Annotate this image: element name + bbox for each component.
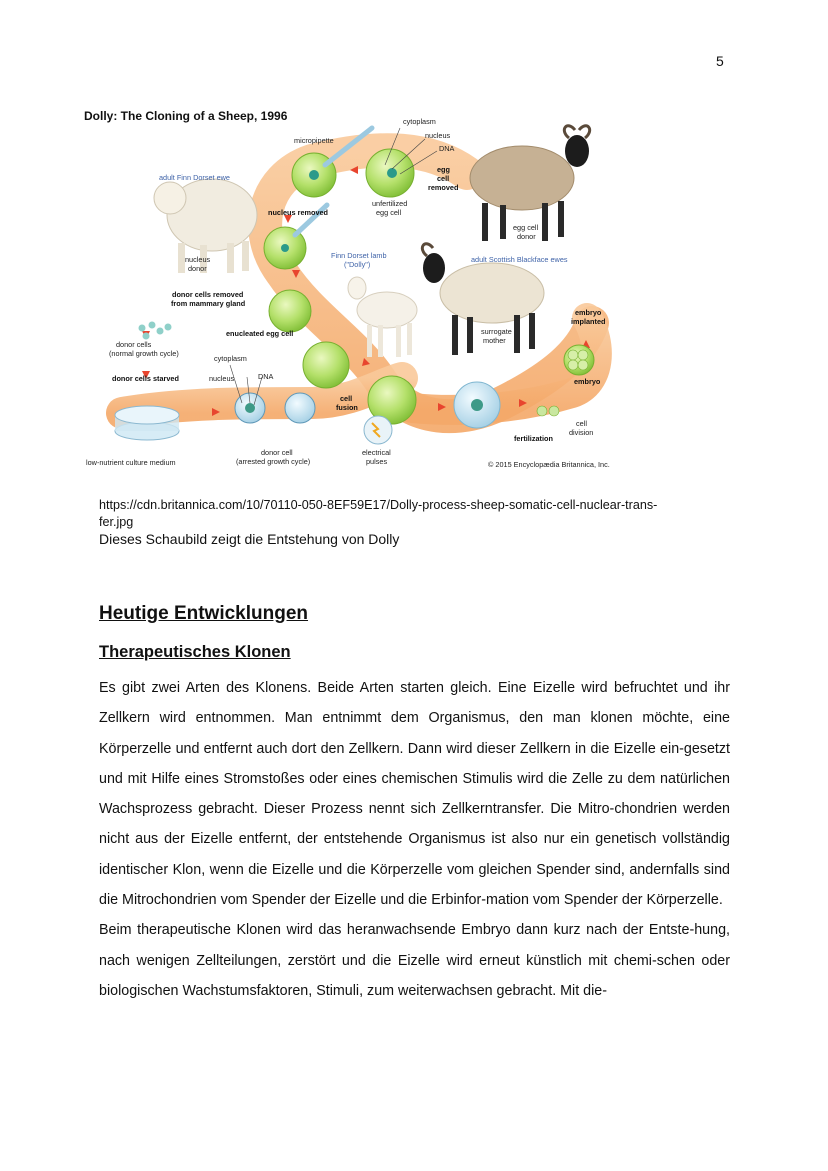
label-donor-removed-2: from mammary gland xyxy=(171,299,246,308)
label-egg-donor-2: donor xyxy=(517,232,536,241)
label-cell-fusion-1: cell xyxy=(340,394,353,403)
label-donor-cell-2: (arrested growth cycle) xyxy=(236,457,311,466)
egg-cell-enucleated xyxy=(269,290,311,332)
label-egg-donor-1: egg cell xyxy=(513,223,539,232)
figure-source-url-line2: fer.jpg xyxy=(99,515,134,529)
label-dna-low: DNA xyxy=(258,372,274,381)
label-unfertilized-2: egg cell xyxy=(376,208,402,217)
label-donor-cells-2: (normal growth cycle) xyxy=(109,349,179,358)
egg-cell-fusion xyxy=(303,342,349,388)
label-surrogate-1: surrogate xyxy=(481,327,512,336)
label-cell-division-2: division xyxy=(569,428,594,437)
label-electrical-2: pulses xyxy=(366,457,388,466)
figure-source-url-line1: https://cdn.britannica.com/10/70110-050-8EF59E17/Dolly-process-sheep-somatic-cell-nuclear-trans- xyxy=(99,498,658,512)
label-unfertilized-1: unfertilized xyxy=(372,199,408,208)
label-cell-division-1: cell xyxy=(576,419,587,428)
label-egg-cell-removed-1: egg xyxy=(437,165,450,174)
label-donor-removed-1: donor cells removed xyxy=(172,290,244,299)
label-embryo: embryo xyxy=(574,377,601,386)
label-electrical-1: electrical xyxy=(362,448,391,457)
label-cytoplasm-top: cytoplasm xyxy=(403,117,436,126)
label-egg-cell-removed-2: cell xyxy=(437,174,450,183)
label-dna-top: DNA xyxy=(439,144,455,153)
figure-title: Dolly: The Cloning of a Sheep, 1996 xyxy=(84,109,288,123)
diagram-svg xyxy=(82,103,642,478)
body-text xyxy=(99,673,730,1006)
label-fertilization: fertilization xyxy=(514,434,553,443)
label-finn-lamb-1: Finn Dorset lamb xyxy=(331,251,387,260)
label-donor-cell-1: donor cell xyxy=(261,448,293,457)
label-copyright: © 2015 Encyclopædia Britannica, Inc. xyxy=(488,460,610,469)
label-finn-lamb-2: ("Dolly") xyxy=(344,260,371,269)
electrical-pulse-icon xyxy=(364,416,392,444)
label-culture-medium: low-nutrient culture medium xyxy=(86,458,176,467)
page-number: 5 xyxy=(716,53,724,69)
figure-caption: Dieses Schaubild zeigt die Entstehung von Dolly xyxy=(99,531,400,547)
figure-source-url xyxy=(99,497,719,531)
label-nucleus-low: nucleus xyxy=(209,374,235,383)
label-enucleated: enucleated egg cell xyxy=(226,329,294,338)
label-nucleus-donor-2: donor xyxy=(188,264,207,273)
label-donor-starved: donor cells starved xyxy=(112,374,179,383)
label-cytoplasm-low: cytoplasm xyxy=(214,354,247,363)
label-donor-cells-1: donor cells xyxy=(116,340,152,349)
label-micropipette: micropipette xyxy=(294,136,334,145)
label-nucleus-top: nucleus xyxy=(425,131,451,140)
label-adult-finn: adult Finn Dorset ewe xyxy=(159,173,230,182)
label-adult-scottish: adult Scottish Blackface ewes xyxy=(471,255,568,264)
section-heading: Heutige Entwicklungen xyxy=(99,603,309,624)
label-cell-fusion-2: fusion xyxy=(336,403,358,412)
paragraph-2: Beim therapeutische Klonen wird das heranwachsende Embryo dann kurz nach der Entste-hung, nach wenigen Zellteilungen, zerstört und die Eizelle wird erneut künstlich mit chemi-schen oder biologischen Wachstumsfaktoren, Stimuli, zum weiterwachsen gebracht. Mit die- xyxy=(99,922,730,999)
petri-dish-icon xyxy=(115,406,179,440)
label-nucleus-removed: nucleus removed xyxy=(268,208,329,217)
dolly-cloning-diagram xyxy=(82,103,642,478)
label-nucleus-donor-1: nucleus xyxy=(185,255,211,264)
label-embryo-implanted-1: embryo xyxy=(575,308,602,317)
paragraph-1: Es gibt zwei Arten des Klonens. Beide Arten starten gleich. Eine Eizelle wird befruchtet und ihr Zellkern wird entnommen. Man entnimmt dem Organismus, den man klonen möchte, eine Körperzelle und entfernt auch dort den Zellkern. Dann wird dieser Zellkern in die Eizelle ein-gesetzt und mit Hilfe eines Stromstoßes oder eines chemischen Stimulis wird die Zelle zu dem natürlichen Wachsprozess gebracht. Dieser Prozess nennt sich Zellkerntransfer. Die Mitro-chondrien werden nicht aus der Eizelle entfernt, der entstehende Organismus ist also nur ein genetisch vollständig identischer Klon, wenn die Eizelle und die Körperzelle vom gleichen Spender sind, andernfalls sind die Mitrochondrien vom Spender der Eizelle und die Erbinfor-mation vom Spender der Körperzelle. xyxy=(99,680,730,909)
subsection-heading: Therapeutisches Klonen xyxy=(99,643,291,661)
embryo-cluster xyxy=(564,345,594,375)
label-egg-cell-removed-3: removed xyxy=(428,183,459,192)
label-surrogate-2: mother xyxy=(483,336,506,345)
label-embryo-implanted-2: implanted xyxy=(571,317,606,326)
